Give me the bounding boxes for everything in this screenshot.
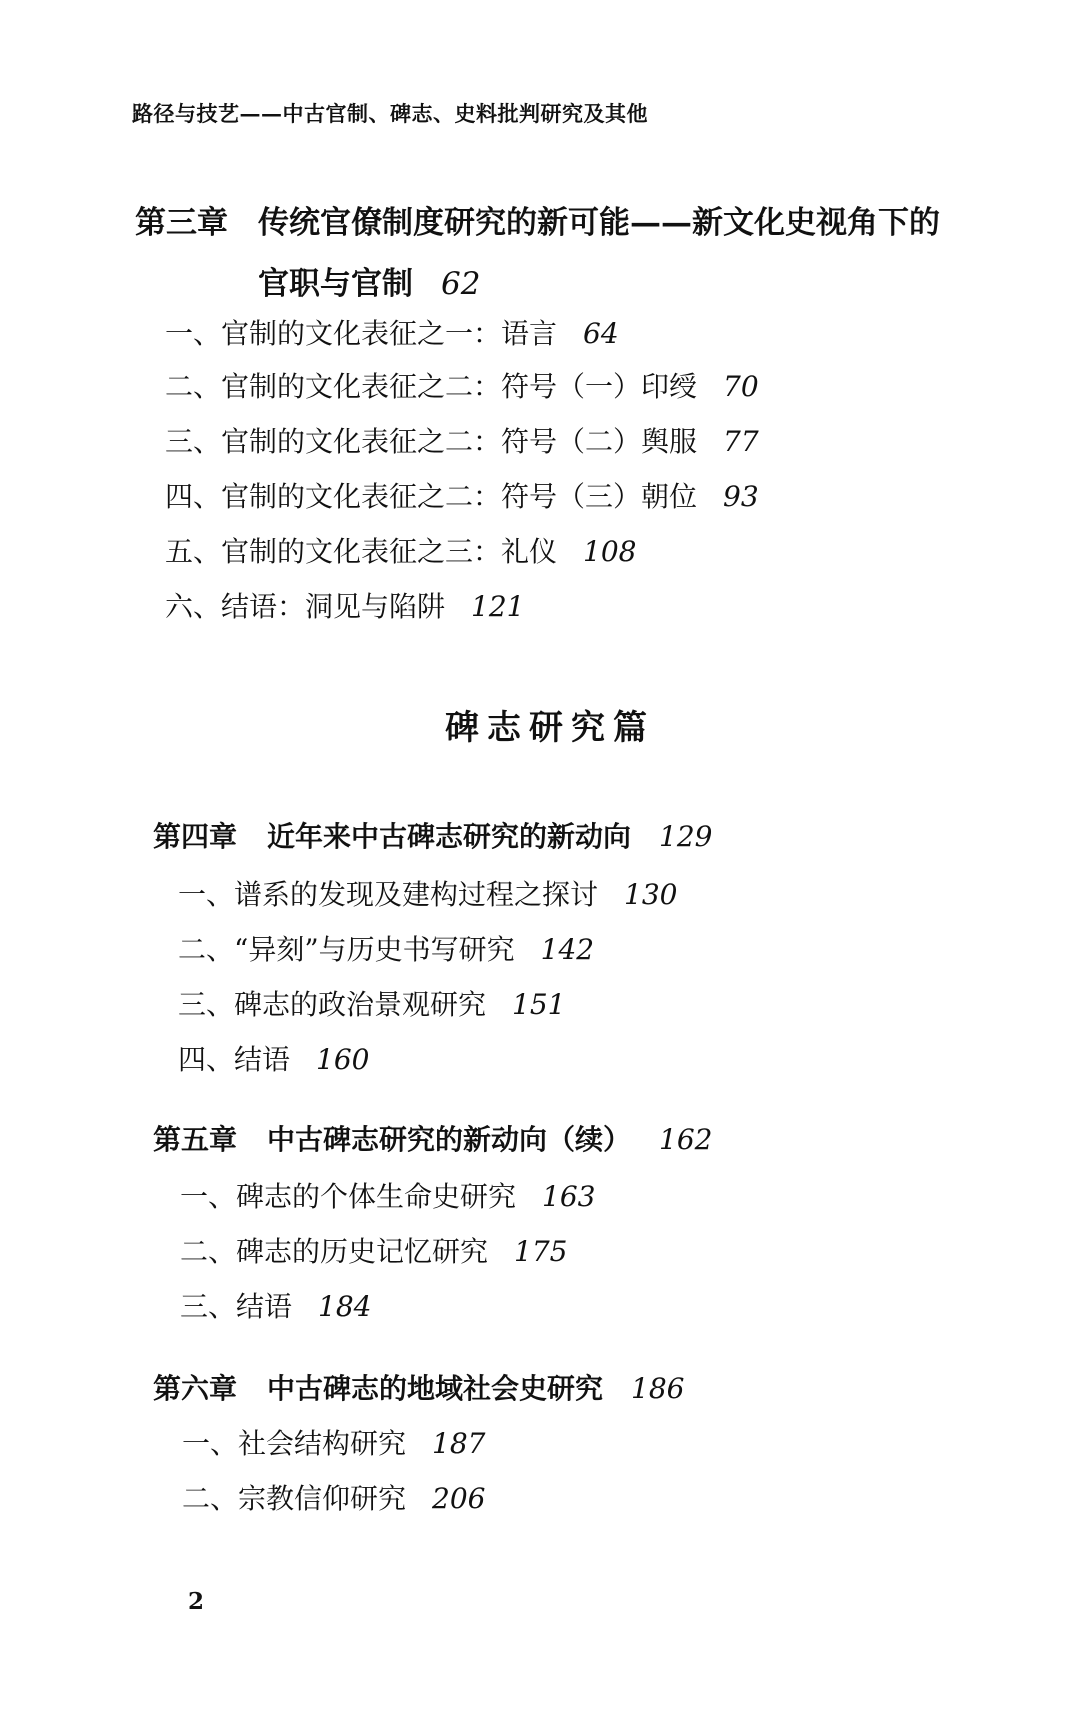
page-folio: 2: [188, 1588, 205, 1615]
page-number: 93: [723, 480, 759, 513]
page-number: 163: [542, 1180, 596, 1213]
page-number: 108: [583, 535, 637, 568]
page-number: 160: [316, 1043, 370, 1076]
section-label: 一、社会结构研究: [182, 1427, 407, 1460]
toc-entry: [178, 1038, 369, 1078]
toc-entry: [165, 312, 619, 352]
toc-entry: [165, 530, 636, 570]
running-head: 路径与技艺——中古官制、碑志、史料批判研究及其他: [132, 101, 648, 126]
toc-entry: [165, 365, 759, 405]
page-number: 187: [432, 1427, 486, 1460]
chapter-number: 第三章: [135, 205, 228, 241]
page-number: 77: [723, 425, 759, 458]
section-label: 二、官制的文化表征之二：符号（一）印绶: [165, 370, 698, 403]
toc-entry: [182, 1422, 485, 1462]
section-label: 四、结语: [178, 1043, 291, 1076]
chapter-title: 传统官僚制度研究的新可能——新文化史视角下的: [258, 205, 940, 241]
page-number: 130: [624, 878, 678, 911]
toc-entry: [165, 475, 759, 515]
toc-entry: [180, 1230, 567, 1270]
toc-entry: [180, 1285, 371, 1325]
page-number: 162: [659, 1123, 713, 1156]
section-label: 四、官制的文化表征之二：符号（三）朝位: [165, 480, 698, 513]
section-label: 二、宗教信仰研究: [182, 1482, 407, 1515]
section-label: 一、碑志的个体生命史研究: [180, 1180, 517, 1213]
toc-entry: [165, 585, 524, 625]
page-number: 151: [512, 988, 566, 1021]
page-number: 64: [583, 317, 619, 350]
section-label: 五、官制的文化表征之三：礼仪: [165, 535, 558, 568]
chapter-number: 第四章: [153, 820, 238, 853]
page-number: 206: [432, 1482, 486, 1515]
section-label: 三、碑志的政治景观研究: [178, 988, 487, 1021]
page-number: 129: [659, 820, 713, 853]
toc-entry: [165, 420, 759, 460]
section-label: 三、官制的文化表征之二：符号（二）舆服: [165, 425, 698, 458]
chapter-3-heading: [135, 197, 940, 242]
section-label: 六、结语：洞见与陷阱: [165, 590, 446, 623]
page-number: 62: [441, 266, 481, 302]
chapter-3-heading-cont: [258, 258, 480, 303]
chapter-title: 近年来中古碑志研究的新动向: [267, 820, 632, 853]
toc-entry: [182, 1477, 485, 1517]
section-label: 一、官制的文化表征之一：语言: [165, 317, 558, 350]
page-number: 175: [514, 1235, 568, 1268]
toc-entry: [178, 873, 677, 913]
part-title: 碑志研究篇: [445, 708, 655, 748]
section-label: 一、谱系的发现及建构过程之探讨: [178, 878, 599, 911]
chapter-4-heading: [153, 815, 712, 855]
page-number: 142: [540, 933, 595, 966]
section-label: 三、结语: [180, 1290, 293, 1323]
toc-entry: [180, 1175, 595, 1215]
chapter-6-heading: [153, 1367, 684, 1407]
chapter-title: 中古碑志的地域社会史研究: [267, 1372, 604, 1405]
section-label: 二、“异刻”与历史书写研究: [178, 933, 515, 966]
chapter-5-heading: [153, 1118, 712, 1158]
page-number: 186: [631, 1372, 685, 1405]
chapter-number: 第五章: [153, 1123, 238, 1156]
chapter-number: 第六章: [153, 1372, 238, 1405]
page-number: 184: [318, 1290, 372, 1323]
toc-entry: [178, 983, 565, 1023]
page-number: 70: [723, 370, 759, 403]
section-label: 二、碑志的历史记忆研究: [180, 1235, 489, 1268]
chapter-title-cont: 官职与官制: [258, 266, 413, 302]
chapter-title: 中古碑志研究的新动向（续）: [267, 1123, 632, 1156]
page-number: 121: [471, 590, 525, 623]
toc-entry: [178, 928, 594, 968]
